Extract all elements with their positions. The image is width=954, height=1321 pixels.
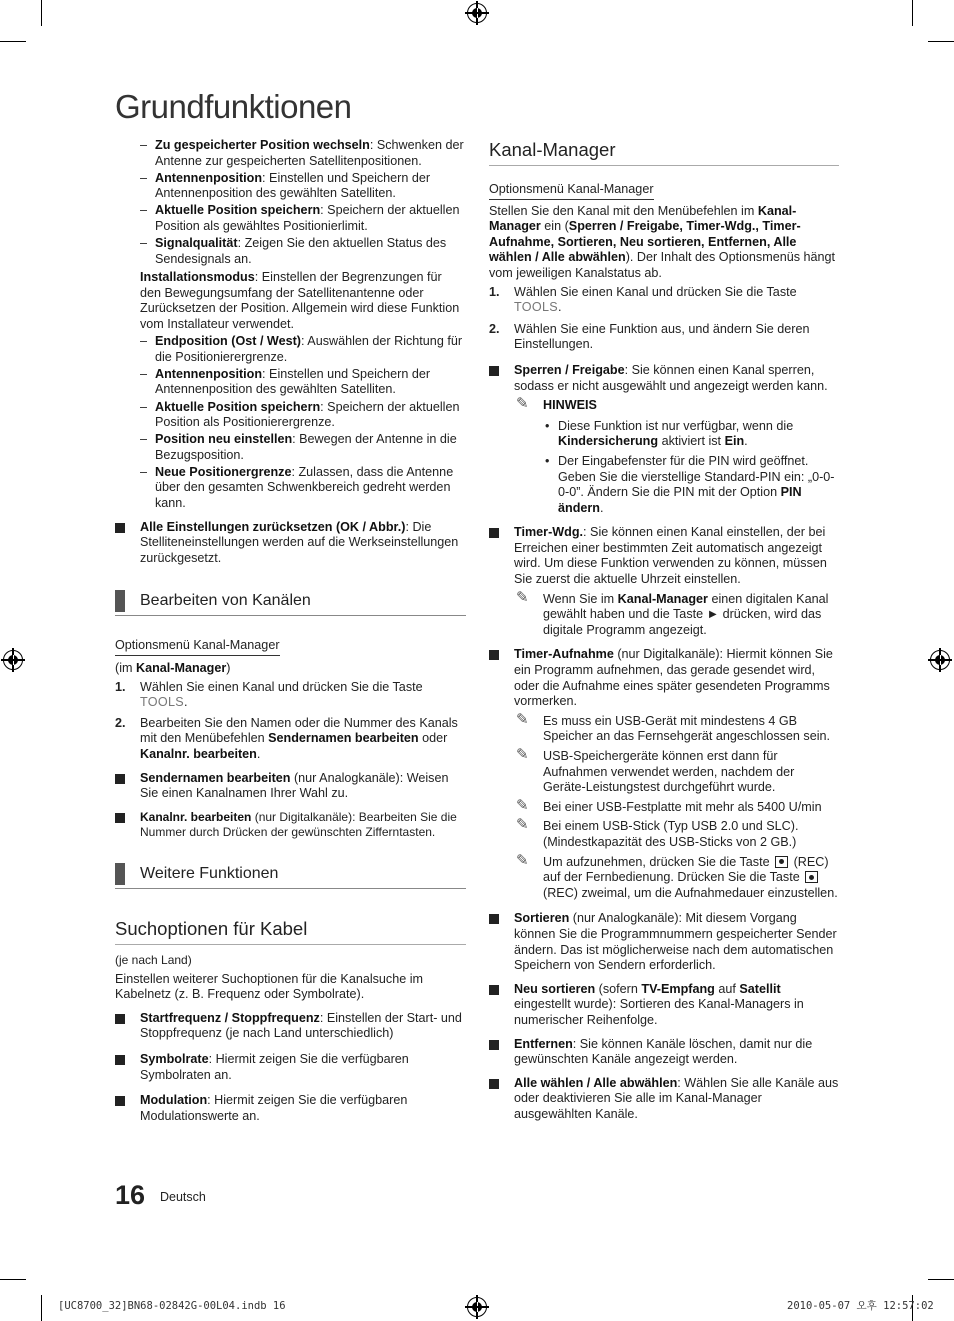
left-column (115, 138, 466, 1132)
note-bullet: • Der Eingabefenster für die PIN wird geöffnet. Geben Sie die vierstellige Standard-PIN ein: „0-0-0-0”. Ändern Sie die PIN mit der Option PIN ändern. (545, 453, 835, 515)
lock-item: Sperren / Freigabe: Sie können einen Kanal sperren, sodass er nicht ausgewählt und angezeigt werden kann. (489, 363, 839, 394)
pencil-note-icon: ✎ (516, 851, 529, 869)
pencil-note-icon: ✎ (516, 746, 529, 763)
crop-mark (0, 41, 26, 42)
pencil-note-icon: ✎ (516, 816, 529, 834)
timer-item: Timer-Wdg.: Sie können einen Kanal einstellen, der bei Erreichen einer bestimmten Zeit automatisch angezeigt wird. Um diese Funktion verwenden zu können, müssen Sie zuerst die aktuelle Uhrzeit einstellen. (489, 525, 839, 587)
list-item: – Antennenposition: Einstellen und Speichern der Antennenposition des gewählten Satelliten. (140, 366, 431, 397)
list-item: – Zu gespeicherter Position wechseln: Schwenken der Antenne zur gespeicherten Satellitenpositionen. (140, 138, 464, 168)
square-bullet-icon (115, 1014, 125, 1024)
pencil-note-icon: ✎ (516, 395, 529, 413)
note-item: ✎ Um aufzunehmen, drücken Sie die Taste (REC) auf der Fernbedienung. Drücken Sie die Taste (REC) zweimal, um die Aufnahmedauer einzustellen. (516, 851, 838, 900)
note-item: ✎ Bei einem USB-Stick (Typ USB 2.0 und SLC). (Mindestkapazität des USB-Sticks von 2 GB.) (516, 816, 799, 849)
square-bullet-icon (489, 1079, 499, 1089)
step-item: 2. Wählen Sie eine Funktion aus, und ändern Sie deren Einstellungen. (489, 321, 810, 352)
list-item: – Position neu einstellen: Bewegen der Antenne in die Bezugsposition. (140, 432, 457, 462)
section-heading-edit-channels: Bearbeiten von Kanälen (115, 590, 466, 616)
square-bullet-icon (115, 774, 125, 784)
heading-bar-icon (115, 590, 125, 612)
print-file-info: [UC8700_32]BN68-02842G-00L04.indb 16 (58, 1300, 286, 1312)
right-column (489, 138, 839, 1130)
section-heading-channel-manager: Kanal-Manager (489, 138, 839, 166)
crop-mark (928, 1279, 954, 1280)
heading-bar-icon (115, 863, 125, 885)
note-bullet: • Diese Funktion ist nur verfügbar, wenn die Kindersicherung aktiviert ist Ein. (545, 418, 794, 449)
crop-mark (0, 1279, 26, 1280)
context-note: (im Kanal-Manager) (115, 661, 231, 676)
crop-mark (41, 1295, 42, 1321)
step-item: 1. Wählen Sie einen Kanal und drücken Sie die Taste TOOLS. (115, 679, 423, 710)
section-heading-more-functions: Weitere Funktionen (115, 863, 466, 889)
square-bullet-icon (115, 523, 125, 533)
square-bullet-icon (489, 366, 499, 376)
page-title: Grundfunktionen (115, 88, 352, 125)
list-item: – Antennenposition: Einstellen und Speichern der Antennenposition des gewählten Satelliten. (140, 170, 431, 201)
square-bullet-icon (115, 813, 125, 823)
registration-mark-icon (930, 650, 950, 670)
step-item: 2. Bearbeiten Sie den Namen oder die Nummer des Kanals mit den Menübefehlen Sendernamen bearbeiten oder Kanalnr. bearbeiten. (115, 715, 458, 761)
installation-mode-text: Installationsmodus: Einstellen der Begrenzungen für den Bewegungsumfang der Satellitenantenne oder Zurücksetzen der Position. Allgemein wird diese Funktion vom Installateur verwendet. (140, 270, 460, 332)
registration-mark-icon (467, 1297, 487, 1317)
remove-item: Entfernen: Sie können Kanäle löschen, damit nur die gewünschten Kanäle angezeigt werden. (489, 1037, 839, 1068)
select-all-item: Alle wählen / Alle abwählen: Wählen Sie alle Kanäle aus oder deaktivieren Sie alle im Kanal-Manager ausgewählten Kanäle. (489, 1076, 839, 1123)
list-item: – Endposition (Ost / West): Auswählen der Richtung für die Positionierergrenze. (140, 334, 463, 364)
print-date-info: 2010-05-07 오후 12:57:02 (787, 1300, 934, 1312)
cable-option-item: Modulation: Hiermit zeigen Sie die verfügbaren Modulationswerte an. (115, 1093, 466, 1124)
dash-list-installation (115, 334, 466, 512)
section-heading-cable: Suchoptionen für Kabel (115, 917, 466, 945)
pencil-note-icon: ✎ (516, 588, 529, 606)
menu-path-label: Optionsmenü Kanal-Manager (489, 182, 654, 200)
channel-manager-intro: Stellen Sie den Kanal mit den Menübefehlen im Kanal-Manager ein (Sperren / Freigabe, Timer-Wdg., Timer-Aufnahme, Sortieren, Neu sortieren, Entfernen, Alle wählen / Alle abwählen). Der Inhalt des Optionsmenüs hängt vom jeweiligen Kanalstatus ab. (489, 203, 836, 280)
cable-description: Einstellen weiterer Suchoptionen für die Kanalsuche im Kabelnetz (z. B. Frequenz oder Symbolrate). (115, 971, 424, 1002)
square-bullet-icon (489, 1040, 499, 1050)
page-number: 16 (115, 1180, 146, 1210)
rename-item: Sendernamen bearbeiten (nur Analogkanäle): Weisen Sie einen Kanalnamen Ihrer Wahl zu. (115, 771, 466, 802)
note-item: ✎ Es muss ein USB-Gerät mit mindestens 4 GB Speicher an das Fernsehgerät angeschlossen sein. (516, 710, 831, 744)
menu-path-label: Optionsmenü Kanal-Manager (115, 638, 280, 656)
crop-mark (912, 0, 913, 26)
registration-mark-icon (3, 650, 23, 670)
recording-item: Timer-Aufnahme (nur Digitalkanäle): Hiermit können Sie ein Programm aufnehmen, das gerade gesendet wird, oder die Aufnahme eines später gesendeten Programms vormerken. (489, 647, 839, 709)
list-item: – Aktuelle Position speichern: Speichern der aktuellen Position als Positionierergrenze. (140, 399, 460, 430)
registration-mark-icon (467, 3, 487, 23)
note-heading: ✎ HINWEIS (516, 395, 597, 413)
square-bullet-icon (489, 528, 499, 538)
dash-list-position (115, 138, 466, 267)
list-item: – Aktuelle Position speichern: Speichern der aktuellen Position als gewähltes Positionierlimit. (140, 203, 460, 233)
note-item: ✎ Wenn Sie im Kanal-Manager einen digitalen Kanal gewählt haben und die Taste ► drücken, wird das digitale Programm angezeigt. (516, 588, 829, 637)
list-item: – Signalqualität: Zeigen Sie den aktuellen Status des Sendesignals an. (140, 236, 447, 266)
channel-number-item: Kanalnr. bearbeiten (nur Digitalkanäle): Bearbeiten Sie die Nummer durch Drücken der gewünschten Zifferntasten. (115, 810, 466, 841)
record-button-icon (805, 871, 818, 883)
pencil-note-icon: ✎ (516, 796, 529, 814)
pencil-note-icon: ✎ (516, 710, 529, 728)
square-bullet-icon (115, 1055, 125, 1065)
step-item: 1. Wählen Sie einen Kanal und drücken Sie die Taste TOOLS. (489, 284, 797, 315)
page-language: Deutsch (160, 1190, 206, 1204)
record-button-icon (775, 856, 788, 868)
note-item: ✎ USB-Speichergeräte können erst dann für Aufnahmen verwendet werden, nachdem der Geräte-Leistungstest durchgeführt wurde. (516, 746, 795, 795)
square-bullet-icon (489, 650, 499, 660)
list-item: – Neue Positionergrenze: Zulassen, dass die Antenne über den gesamten Schwenkbereich gedreht werden kann. (140, 464, 454, 511)
crop-mark (928, 41, 954, 42)
square-bullet-icon (115, 1096, 125, 1106)
country-note: (je nach Land) (115, 952, 192, 967)
note-item: ✎ Bei einer USB-Festplatte mit mehr als 5400 U/min (516, 796, 822, 814)
cable-option-item: Symbolrate: Hiermit zeigen Sie die verfügbaren Symbolraten an. (115, 1052, 466, 1083)
resort-item: Neu sortieren (sofern TV-Empfang auf Satellit eingestellt wurde): Sortieren des Kanal-Managers in numerischer Reihenfolge. (489, 982, 839, 1029)
crop-mark (41, 0, 42, 26)
reset-settings-item: Alle Einstellungen zurücksetzen (OK / Abbr.): Die Stelliteneinstellungen werden auf die Werkseinstellungen zurückgesetzt. (115, 520, 466, 567)
square-bullet-icon (489, 985, 499, 995)
cable-option-item: Startfrequenz / Stoppfrequenz: Einstellen der Start- und Stoppfrequenz (je nach Land unterschiedlich) (115, 1011, 466, 1042)
sort-item: Sortieren (nur Analogkanäle): Mit diesem Vorgang können Sie die Programmnummern gespeicherter Sender ändern. Das ist möglicherweise nach dem automatischen Speichern von Sendern erforderlich. (489, 911, 839, 973)
square-bullet-icon (489, 914, 499, 924)
